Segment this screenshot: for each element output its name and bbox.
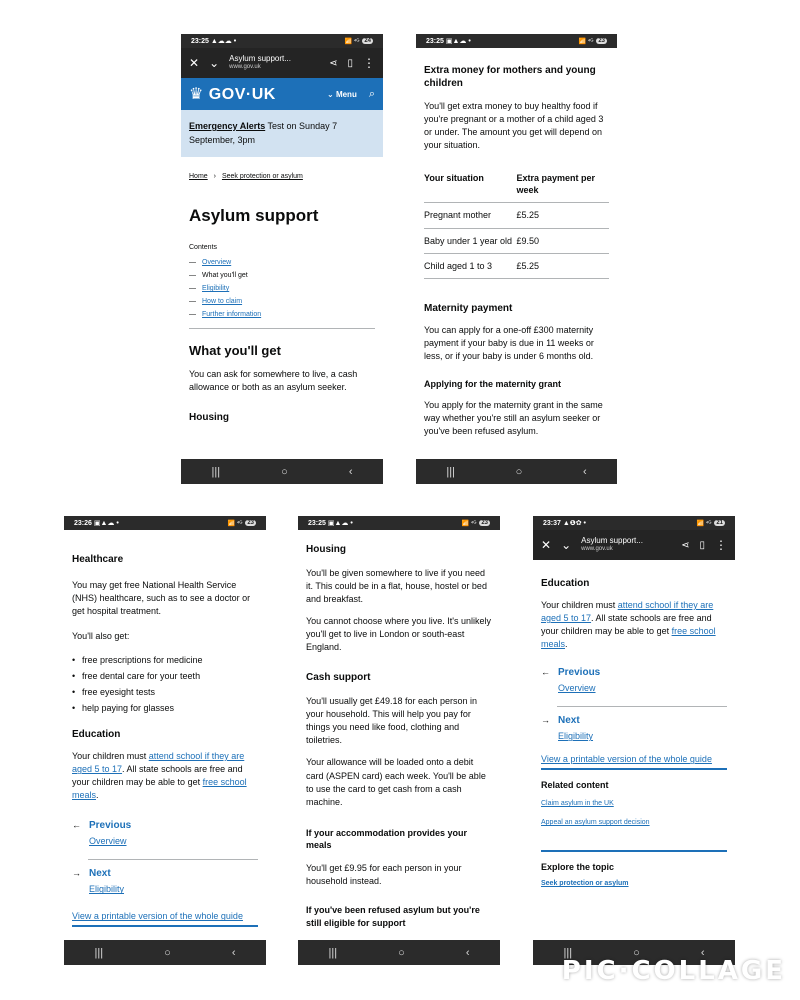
- close-icon[interactable]: ✕: [541, 538, 552, 552]
- table-cell: Pregnant mother: [424, 203, 517, 228]
- browser-title-area[interactable]: [581, 537, 671, 552]
- contents-current: What you'll get: [202, 272, 248, 279]
- battery-icon: 21: [716, 520, 723, 526]
- refused-heading: If you've been refused asylum but you're still eligible for support: [306, 904, 480, 928]
- browser-url: www.gov.uk: [229, 64, 261, 71]
- free-school-meals-link[interactable]: free school meals: [541, 626, 716, 650]
- android-nav-bar: [64, 940, 266, 965]
- status-time: 23:26 ▣▲☁ •: [74, 520, 119, 527]
- signal-icon: 📶 ⁴ᴳ: [461, 520, 477, 527]
- table-cell: Child aged 1 to 3: [424, 253, 517, 278]
- status-time: 23:25 ▣▲☁ •: [308, 520, 353, 527]
- screenshot-4: [298, 516, 500, 965]
- divider: [189, 328, 375, 329]
- share-icon[interactable]: ⋖: [329, 57, 338, 69]
- signal-icon: 📶 ⁴ᴳ: [696, 520, 712, 527]
- contents-overview[interactable]: Overview: [202, 259, 232, 266]
- bookmark-icon[interactable]: ▯: [699, 539, 705, 551]
- android-nav-bar: [298, 940, 500, 965]
- screenshot-2: [416, 34, 617, 484]
- attend-school-link[interactable]: attend school if they are aged 5 to 17: [541, 600, 714, 624]
- grant-text: You apply for the maternity grant in the same way whether you're still an asylum seeker or you've been refused asylum.: [424, 400, 603, 437]
- status-time: 23:25 ▣▲☁ •: [426, 38, 471, 45]
- back-icon[interactable]: ‹: [231, 946, 236, 959]
- education-text: Your children must attend school if they are aged 5 to 17. All state schools are free and your children may be able to get free school meals.: [541, 600, 716, 650]
- signal-icon: 📶 ⁴ᴳ: [578, 38, 594, 45]
- breadcrumb-home[interactable]: Home: [189, 173, 208, 180]
- home-icon[interactable]: ○: [281, 465, 288, 478]
- extra-money-heading: Extra money for mothers and young children: [424, 65, 596, 89]
- contents-label: Contents: [189, 244, 218, 251]
- contents-item: — How to claim: [189, 298, 243, 305]
- previous-link[interactable]: ← Previous Overview: [72, 820, 258, 849]
- cash-text-1: You'll usually get £49.18 for each person in your household. This will help you pay for things you need like food, clothing and toiletries.: [306, 696, 478, 746]
- contents-item: — Eligibility: [189, 285, 230, 292]
- benefits-list: [72, 655, 258, 713]
- table-cell: Baby under 1 year old: [424, 228, 517, 253]
- list-item: • free eyesight tests: [72, 687, 258, 697]
- battery-icon: 23: [481, 520, 488, 526]
- also-get-text: You'll also get:: [72, 631, 130, 642]
- chevron-down-icon[interactable]: ⌄: [561, 538, 572, 552]
- screenshot-3: [64, 516, 266, 965]
- browser-title: Asylum support...: [581, 536, 643, 546]
- divider: [72, 925, 258, 927]
- status-time: 23:25 ▲☁☁ •: [191, 38, 237, 45]
- housing-heading: Housing: [306, 544, 346, 555]
- arrow-left-icon: ←: [72, 820, 81, 831]
- gov-header: [181, 78, 383, 110]
- table-header: Your situation: [424, 166, 517, 203]
- education-text: Your children must attend school if they are aged 5 to 17. All state schools are free and your children may be able to get free school meals.: [72, 751, 247, 801]
- battery-icon: 24: [364, 38, 371, 44]
- browser-toolbar: [181, 48, 383, 78]
- recents-icon[interactable]: |||: [94, 946, 104, 959]
- education-heading: Education: [541, 578, 590, 589]
- home-icon[interactable]: ○: [164, 946, 171, 959]
- extra-money-intro: You'll get extra money to buy healthy food if you're pregnant or a mother of a child aged 3 or under. The amount you get will depend on your situation.: [424, 101, 604, 151]
- status-time: 23:37 ▲❶✿ •: [543, 520, 586, 527]
- contents-item: — Further information: [189, 311, 262, 318]
- contents-item: — What you'll get: [189, 272, 248, 279]
- breadcrumb-separator: ›: [213, 173, 216, 180]
- related-link[interactable]: Claim asylum in the UK: [541, 800, 614, 808]
- android-nav-bar: [181, 459, 383, 484]
- browser-title-area[interactable]: [229, 55, 319, 70]
- printable-guide-link[interactable]: View a printable version of the whole guide: [72, 911, 243, 922]
- alert-text: Test on Sunday 7 September, 3pm: [189, 121, 338, 145]
- back-icon[interactable]: ‹: [582, 465, 587, 478]
- table-cell: £5.25: [517, 203, 610, 228]
- maternity-heading: Maternity payment: [424, 302, 513, 314]
- table-cell: £9.50: [517, 228, 610, 253]
- divider: [541, 850, 727, 852]
- contents-how-to-claim[interactable]: How to claim: [202, 298, 243, 305]
- cash-text-2: Your allowance will be loaded onto a debit card (ASPEN card) each week. You'll be able to use the card to get cash from a cash machine.: [306, 757, 486, 807]
- pic-collage-watermark: PIC·COLLAGE: [561, 956, 786, 986]
- battery-icon: 23: [247, 520, 254, 526]
- housing-text-2: You cannot choose where you live. It's unlikely you'll get to live in London or south-east England.: [306, 616, 491, 653]
- table-row: [424, 203, 609, 228]
- contents-eligibility[interactable]: Eligibility: [202, 285, 230, 292]
- next-link[interactable]: → Next Eligibility: [541, 715, 727, 744]
- previous-link[interactable]: ← Previous Overview: [541, 667, 727, 696]
- table-header-row: [424, 166, 609, 203]
- bookmark-icon[interactable]: ▯: [347, 57, 353, 69]
- breadcrumb: [189, 173, 375, 180]
- alert-title[interactable]: Emergency Alerts: [189, 121, 266, 131]
- meals-text: You'll get £9.95 for each person in your household instead.: [306, 862, 462, 886]
- table-cell: £5.25: [517, 253, 610, 278]
- home-icon[interactable]: ○: [398, 946, 405, 959]
- gov-uk-logo[interactable]: ♛ GOV·UK: [189, 86, 276, 103]
- meals-heading: If your accommodation provides your meals: [306, 827, 468, 851]
- healthcare-heading: Healthcare: [72, 554, 124, 565]
- housing-heading: Housing: [189, 412, 229, 424]
- next-link[interactable]: → Next Eligibility: [72, 868, 258, 897]
- divider: [88, 859, 258, 860]
- recents-icon[interactable]: |||: [328, 946, 338, 959]
- battery-icon: 23: [598, 38, 605, 44]
- back-icon[interactable]: ‹: [348, 465, 353, 478]
- table-row: [424, 228, 609, 253]
- screenshot-1: [181, 34, 383, 484]
- android-nav-bar: [416, 459, 617, 484]
- table-header: Extra payment per week: [517, 166, 610, 203]
- browser-url: www.gov.uk: [581, 546, 613, 553]
- related-content-heading: Related content: [541, 780, 609, 791]
- recents-icon[interactable]: |||: [211, 465, 221, 478]
- page-title: Asylum support: [189, 206, 319, 225]
- arrow-left-icon: ←: [541, 667, 550, 678]
- recents-icon[interactable]: |||: [563, 946, 573, 959]
- signal-icon: 📶 ⁴ᴳ: [227, 520, 243, 527]
- contents-item: — Overview: [189, 259, 232, 266]
- emergency-alert-banner: [181, 110, 383, 157]
- status-bar: [298, 516, 500, 530]
- chevron-down-icon[interactable]: ⌄: [209, 56, 220, 70]
- grant-heading: Applying for the maternity grant: [424, 379, 562, 390]
- contents-further-info[interactable]: Further information: [202, 311, 262, 318]
- section-text: You can ask for somewhere to live, a cash allowance or both as an asylum seeker.: [189, 369, 358, 393]
- status-bar: [533, 516, 735, 530]
- status-bar: [64, 516, 266, 530]
- more-icon[interactable]: ⋮: [363, 56, 375, 70]
- related-link[interactable]: Appeal an asylum support decision: [541, 819, 650, 827]
- back-icon[interactable]: ‹: [465, 946, 470, 959]
- recents-icon[interactable]: |||: [446, 465, 455, 478]
- list-item: • help paying for glasses: [72, 703, 258, 713]
- contents-list: [189, 259, 375, 318]
- browser-title: Asylum support...: [229, 54, 291, 64]
- status-bar: [416, 34, 617, 48]
- healthcare-text: You may get free National Health Service (NHS) healthcare, such as to see a doctor or get hospital treatment.: [72, 580, 251, 617]
- home-icon[interactable]: ○: [633, 946, 640, 959]
- explore-topic-link[interactable]: Seek protection or asylum: [541, 880, 629, 888]
- crown-icon: ♛: [189, 86, 204, 103]
- maternity-text: You can apply for a one-off £300 maternity payment if your baby is due in 11 weeks or less, or if your baby is under 6 months old.: [424, 324, 594, 361]
- cash-support-heading: Cash support: [306, 672, 371, 684]
- close-icon[interactable]: ✕: [189, 56, 200, 70]
- search-icon[interactable]: ⌕: [368, 87, 375, 100]
- attend-school-link[interactable]: attend school if they are aged 5 to 17: [72, 751, 245, 775]
- status-bar: [181, 34, 383, 48]
- arrow-right-icon: →: [72, 868, 81, 879]
- arrow-right-icon: →: [541, 715, 550, 726]
- signal-icon: 📶 ⁴ᴳ: [344, 38, 360, 45]
- back-icon[interactable]: ‹: [700, 946, 705, 959]
- more-icon[interactable]: ⋮: [715, 538, 727, 552]
- table-row: [424, 253, 609, 278]
- divider: [541, 768, 727, 770]
- breadcrumb-section[interactable]: Seek protection or asylum: [221, 173, 303, 180]
- housing-text-1: You'll be given somewhere to live if you need it. This could be in a flat, house, hostel or bed and breakfast.: [306, 568, 487, 605]
- education-heading: Education: [72, 729, 121, 741]
- explore-topic-heading: Explore the topic: [541, 862, 615, 873]
- printable-guide-link[interactable]: View a printable version of the whole guide: [541, 754, 712, 765]
- section-title: What you'll get: [189, 343, 281, 358]
- browser-toolbar: [533, 530, 735, 560]
- list-item: • free dental care for your teeth: [72, 671, 258, 681]
- share-icon[interactable]: ⋖: [681, 539, 690, 551]
- screenshot-5: [533, 516, 735, 965]
- free-school-meals-link[interactable]: free school meals: [72, 777, 247, 801]
- payments-table: [424, 166, 609, 279]
- divider: [557, 706, 727, 707]
- list-item: • free prescriptions for medicine: [72, 655, 258, 665]
- home-icon[interactable]: ○: [515, 465, 523, 478]
- menu-button[interactable]: ⌄ Menu: [327, 89, 357, 99]
